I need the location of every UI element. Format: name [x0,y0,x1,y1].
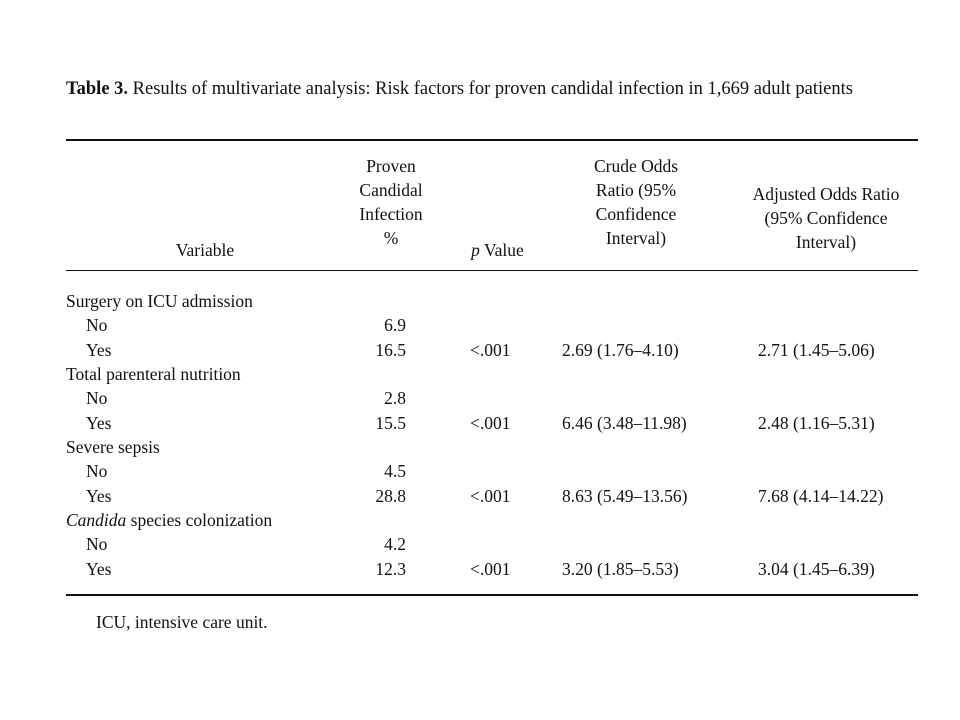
row-label: Yes [86,559,112,579]
row-label: No [86,388,108,408]
header-adjusted-odds-ratio [734,182,918,254]
group-label-sepsis: Severe sepsis [66,437,160,457]
row-percent: 2.8 [384,388,406,408]
header-crude-line-2: Ratio (95% [595,180,677,200]
row-adjusted-or: 3.04 (1.45–6.39) [758,559,875,579]
row-p-value: <.001 [470,413,511,433]
row-label: Yes [86,486,112,506]
header-p-rest: Value [483,240,524,260]
header-adjusted-line-2: (95% Confidence [764,208,888,228]
row-p-value: <.001 [470,559,511,579]
group-label-surgery: Surgery on ICU admission [66,291,253,311]
row-percent: 6.9 [384,315,406,335]
row-percent: 4.5 [384,461,406,481]
group-label-candida-italic: Candida [66,510,127,530]
header-adjusted-line-1: Adjusted Odds Ratio [752,184,900,204]
row-crude-or: 8.63 (5.49–13.56) [562,486,688,506]
group-label-candida-rest: species colonization [126,510,273,530]
row-p-value: <.001 [470,486,511,506]
table-footnote: ICU, intensive care unit. [96,612,268,632]
header-crude-line-3: Confidence [595,204,677,224]
row-label: Yes [86,340,112,360]
table-caption-label: Table 3. [66,79,129,99]
group-label-candida [66,508,272,532]
row-percent: 4.2 [384,534,406,554]
header-crude-odds-ratio [566,154,706,250]
row-p-value: <.001 [470,340,511,360]
row-adjusted-or: 2.71 (1.45–5.06) [758,340,875,360]
header-proven-line-2: Candidal [359,180,423,200]
header-p-value [450,238,545,262]
group-label-tpn: Total parenteral nutrition [66,364,241,384]
row-label: No [86,461,108,481]
header-proven-line-1: Proven [366,156,416,176]
row-label: Yes [86,413,112,433]
header-p-value-line [450,238,545,262]
row-percent: 15.5 [375,413,406,433]
table-caption [66,77,918,102]
table-bottom-rule [66,594,918,596]
header-p-italic: p [471,240,480,260]
row-crude-or: 6.46 (3.48–11.98) [562,413,687,433]
row-adjusted-or: 2.48 (1.16–5.31) [758,413,875,433]
row-percent: 16.5 [375,340,406,360]
row-adjusted-or: 7.68 (4.14–14.22) [758,486,884,506]
row-crude-or: 2.69 (1.76–4.10) [562,340,679,360]
header-proven-line-3: Infection [359,204,423,224]
row-label: No [86,315,108,335]
table-top-rule [66,139,918,141]
row-crude-or: 3.20 (1.85–5.53) [562,559,679,579]
table-header-rule [66,270,918,271]
header-adjusted-line-3: Interval) [795,232,857,252]
row-label: No [86,534,108,554]
header-variable-line: Variable [175,240,235,260]
table-caption-text: Results of multivariate analysis: Risk factors for proven candidal infection in 1,669 adult patients [132,79,853,99]
header-crude-line-1: Crude Odds [593,156,679,176]
row-percent: 12.3 [375,559,406,579]
header-variable [130,238,280,262]
row-percent: 28.8 [375,486,406,506]
header-crude-line-4: Interval) [605,228,667,248]
header-proven-line-4: % [383,228,399,248]
header-proven-infection [336,154,446,250]
